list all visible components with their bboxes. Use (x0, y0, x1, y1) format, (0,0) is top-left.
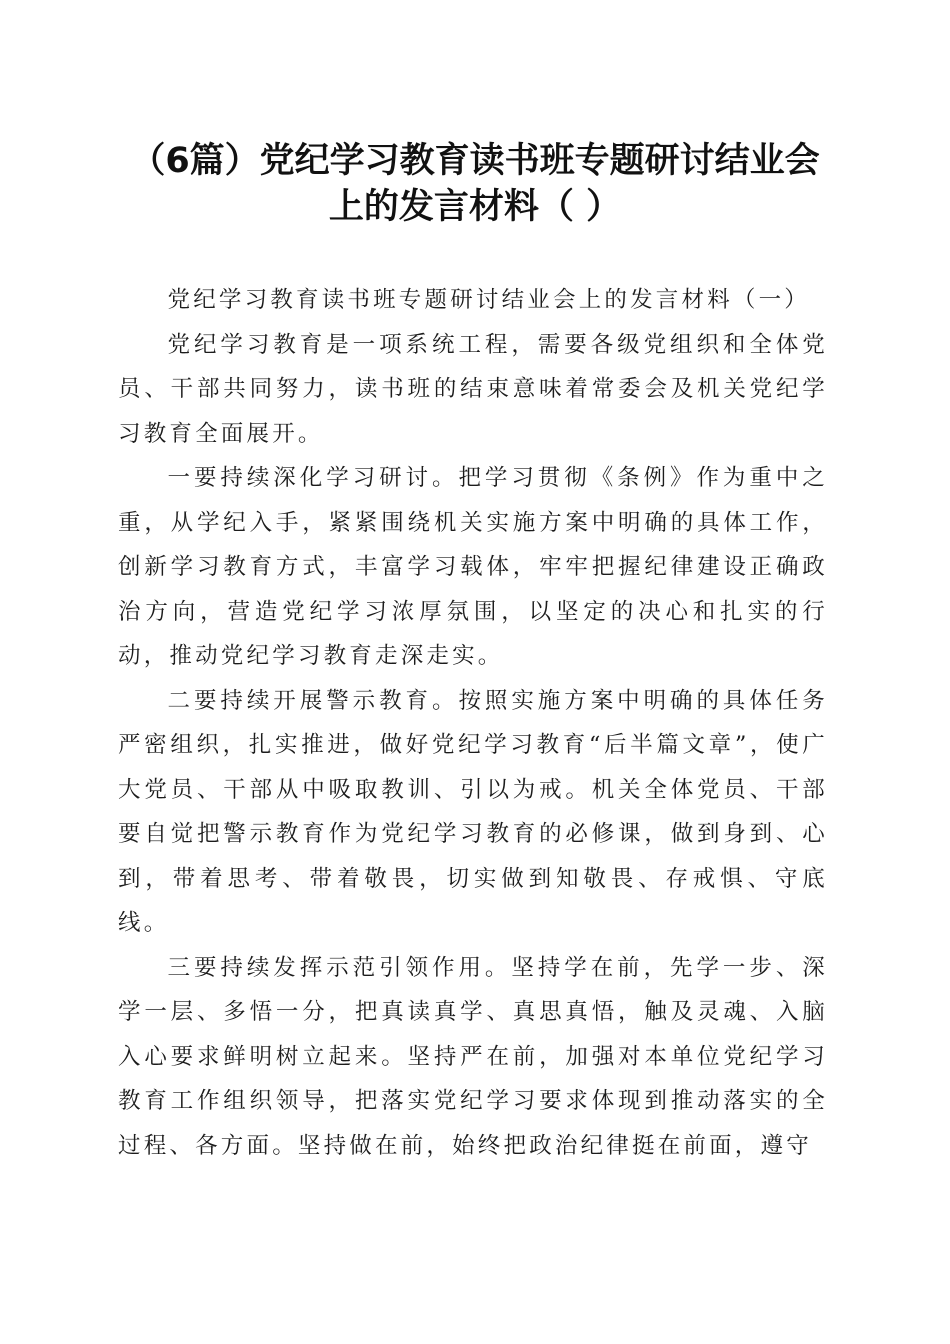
title-line-1: （6篇）党纪学习教育读书班专题研讨结业会 (130, 141, 820, 181)
point-three-paragraph: 三要持续发挥示范引领作用。坚持学在前，先学一步、深学一层、多悟一分，把真读真学、真思真悟，触及灵魂、入脑入心要求鲜明树立起来。坚持严在前，加强对本单位党纪学习教育工作组织领导，把落实党纪学习要求体现到推动落实的全过程、各方面。坚持做在前，始终把政治纪律挺在前面，遵守 (118, 954, 828, 1159)
title-line-2: 上的发言材料（ ） (328, 187, 622, 227)
subtitle-paragraph: 党纪学习教育读书班专题研讨结业会上的发言材料（一） (167, 287, 811, 313)
point-one-paragraph: 一要持续深化学习研讨。把学习贯彻《条例》作为重中之重，从学纪入手，紧紧围绕机关实施方案中明确的具体工作，创新学习教育方式，丰富学习载体，牢牢把握纪律建设正确政治方向，营造党纪学习浓厚氛围，以坚定的决心和扎实的行动，推动党纪学习教育走深走实。 (118, 465, 828, 669)
document-title (100, 138, 850, 230)
document-body (118, 278, 828, 1168)
intro-paragraph: 党纪学习教育是一项系统工程，需要各级党组织和全体党员、干部共同努力，读书班的结束意味着常委会及机关党纪学习教育全面展开。 (118, 331, 828, 447)
point-two-paragraph: 二要持续开展警示教育。按照实施方案中明确的具体任务严密组织，扎实推进，做好党纪学习教育“后半篇文章”，使广大党员、干部从中吸取教训、引以为戒。机关全体党员、干部要自觉把警示教育作为党纪学习教育的必修课，做到身到、心到，带着思考、带着敬畏，切实做到知敬畏、存戒惧、守底线。 (118, 687, 828, 936)
